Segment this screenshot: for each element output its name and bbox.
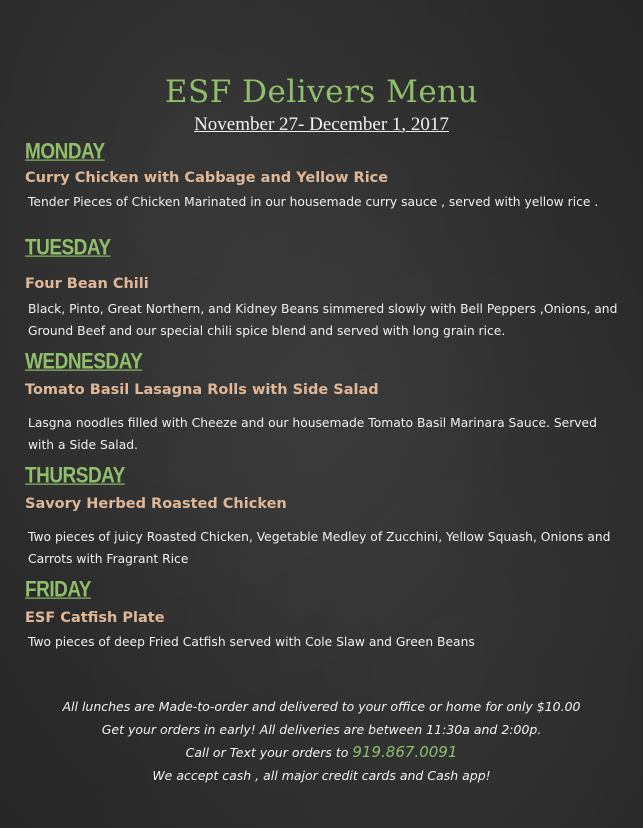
day-heading-wednesday: WEDNESDAY	[25, 350, 143, 375]
dish-description-wednesday: Lasgna noodles filled with Cheeze and our housemade Tomato Basil Marinara Sauce. Served with a Side Salad.	[28, 416, 597, 452]
footer-contact-prefix: Call or Text your orders to	[185, 745, 353, 760]
dish-name-friday: ESF Catfish Plate	[25, 610, 165, 626]
day-heading-tuesday: TUESDAY	[25, 236, 111, 261]
dish-name-thursday: Savory Herbed Roasted Chicken	[25, 496, 287, 512]
phone-number[interactable]: 919.867.0091	[352, 743, 458, 761]
order-info	[0, 696, 643, 787]
dish-description-thursday: Two pieces of juicy Roasted Chicken, Vegetable Medley of Zucchini, Yellow Squash, Onions and Carrots with Fragrant Rice	[28, 530, 611, 566]
day-heading-monday: MONDAY	[25, 140, 105, 165]
footer-line-price: All lunches are Made-to-order and delivered to your office or home for only $10.00	[62, 699, 581, 714]
footer-line-contact	[0, 741, 643, 765]
day-heading-friday: FRIDAY	[25, 578, 91, 603]
dish-description-friday: Two pieces of deep Fried Catfish served with Cole Slaw and Green Beans	[28, 635, 475, 649]
footer-line-delivery-hours: Get your orders in early! All deliveries are between 11:30a and 2:00p.	[101, 721, 542, 737]
dish-name-monday: Curry Chicken with Cabbage and Yellow Rice	[25, 170, 389, 186]
menu-dates: November 27- December 1, 2017	[194, 114, 449, 135]
dish-name-tuesday: Four Bean Chili	[25, 276, 149, 292]
dish-description-monday: Tender Pieces of Chicken Marinated in our housemade curry sauce , served with yellow rice .	[28, 195, 599, 209]
footer-line-payment: We accept cash , all major credit cards and Cash app!	[152, 767, 491, 783]
dish-name-wednesday: Tomato Basil Lasagna Rolls with Side Salad	[25, 382, 379, 398]
menu-title: ESF Delivers Menu	[164, 74, 479, 110]
dish-description-tuesday: Black, Pinto, Great Northern, and Kidney Beans simmered slowly with Bell Peppers ,Onions, and Ground Beef and our special chili spice blend and served with long grain rice.	[28, 302, 618, 338]
day-heading-thursday: THURSDAY	[25, 464, 125, 489]
